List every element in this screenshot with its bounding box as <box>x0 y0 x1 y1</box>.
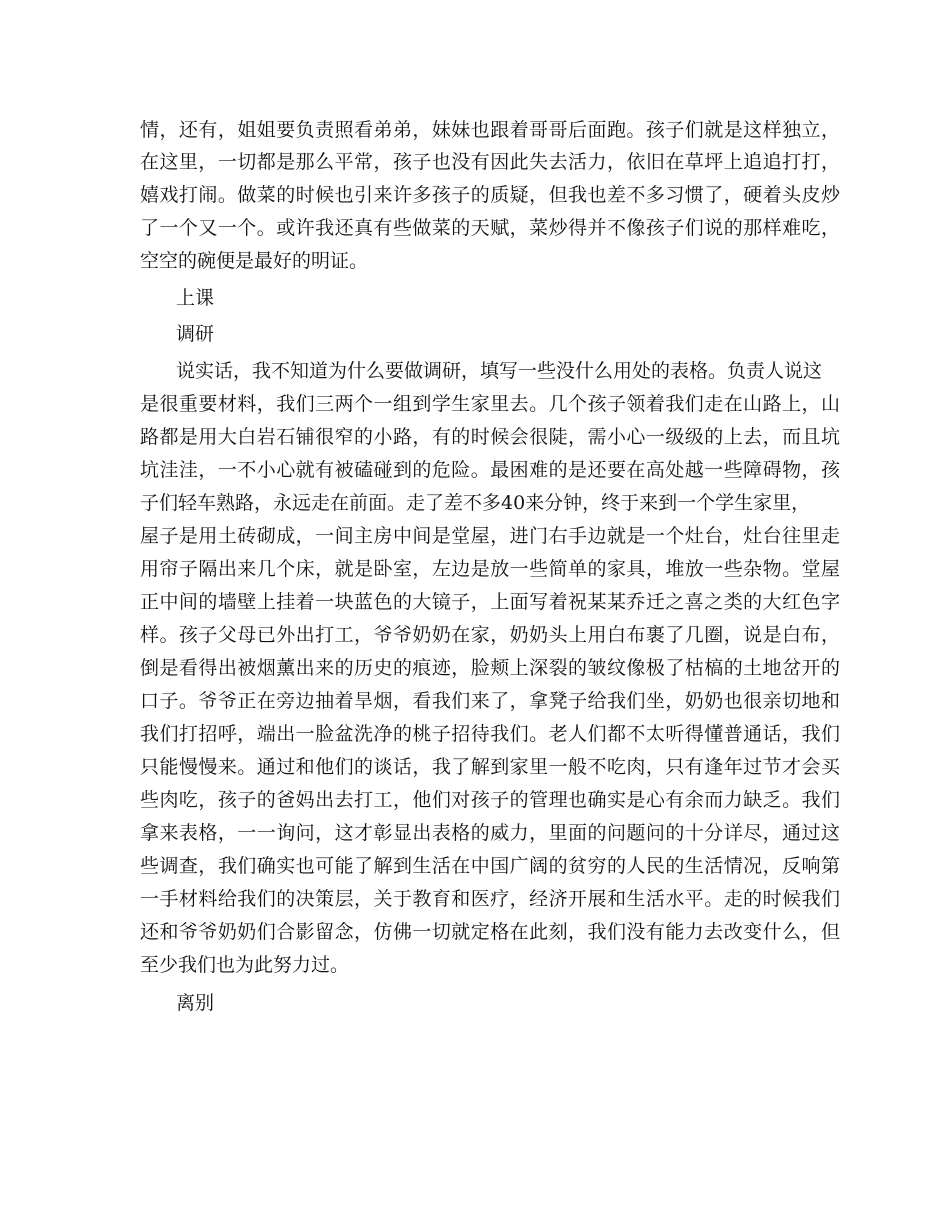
text-line: 是很重要材料，我们三两个一组到学生家里去。几个孩子领着我们走在山路上，山 <box>140 393 840 415</box>
text-line: 用帘子隔出来几个床，就是卧室，左边是放一些简单的家具，堆放一些杂物。堂屋 <box>140 558 840 580</box>
text-line: 路都是用大白岩石铺很窄的小路，有的时候会很陡，需小心一级级的上去，而且坑 <box>140 426 840 448</box>
section-heading-farewell: 离别 <box>176 992 215 1014</box>
text-line: 样。孩子父母已外出打工，爷爷奶奶在家，奶奶头上用白布裹了几圈，说是白布， <box>140 624 840 646</box>
text-line: 些调查，我们确实也可能了解到生活在中国广阔的贫穷的人民的生活情况，反响第 <box>140 855 840 877</box>
section-heading-class: 上课 <box>176 287 215 309</box>
text-line: 拿来表格，一一询问，这才彰显出表格的威力，里面的问题问的十分详尽，通过这 <box>140 822 840 844</box>
section-heading-research: 调研 <box>176 323 215 345</box>
text-line: 嬉戏打闹。做菜的时候也引来许多孩子的质疑，但我也差不多习惯了，硬着头皮炒 <box>140 184 840 206</box>
text-line: 子们轻车熟路，永远走在前面。走了差不多40来分钟，终于来到一个学生家里， <box>140 492 811 514</box>
text-line: 至少我们也为此努力过。 <box>140 954 350 976</box>
text-line: 倒是看得出被烟薰出来的历史的痕迹，脸颊上深裂的皱纹像极了枯槁的土地岔开的 <box>140 657 840 679</box>
text-line: 情，还有，姐姐要负责照看弟弟，妹妹也跟着哥哥后面跑。孩子们就是这样独立， <box>140 119 840 141</box>
text-line: 屋子是用土砖砌成，一间主房中间是堂屋，进门右手边就是一个灶台，灶台往里走 <box>140 525 840 547</box>
text-line: 口子。爷爷正在旁边抽着旱烟，看我们来了，拿凳子给我们坐，奶奶也很亲切地和 <box>140 690 840 712</box>
text-line: 坑洼洼，一不小心就有被磕碰到的危险。最困难的是还要在高处越一些障碍物，孩 <box>140 459 840 481</box>
text-line: 些肉吃，孩子的爸妈出去打工，他们对孩子的管理也确实是心有余而力缺乏。我们 <box>140 789 840 811</box>
text-line: 一手材料给我们的决策层，关于教育和医疗，经济开展和生活水平。走的时候我们 <box>140 888 840 910</box>
text-line: 还和爷爷奶奶们合影留念，仿佛一切就定格在此刻，我们没有能力去改变什么，但 <box>140 921 840 943</box>
text-line: 了一个又一个。或许我还真有些做菜的天赋，菜炒得并不像孩子们说的那样难吃， <box>140 217 840 239</box>
text-line: 在这里，一切都是那么平常，孩子也没有因此失去活力，依旧在草坪上追追打打， <box>140 151 840 173</box>
text-line: 空空的碗便是最好的明证。 <box>140 250 369 272</box>
text-line: 说实话，我不知道为什么要做调研，填写一些没什么用处的表格。负责人说这 <box>176 360 823 382</box>
text-line: 我们打招呼，端出一脸盆洗净的桃子招待我们。老人们都不太听得懂普通话，我们 <box>140 723 840 745</box>
text-line: 正中间的墙壁上挂着一块蓝色的大镜子，上面写着祝某某乔迁之喜之类的大红色字 <box>140 591 840 613</box>
text-line: 只能慢慢来。通过和他们的谈话，我了解到家里一般不吃肉，只有逢年过节才会买 <box>140 756 840 778</box>
